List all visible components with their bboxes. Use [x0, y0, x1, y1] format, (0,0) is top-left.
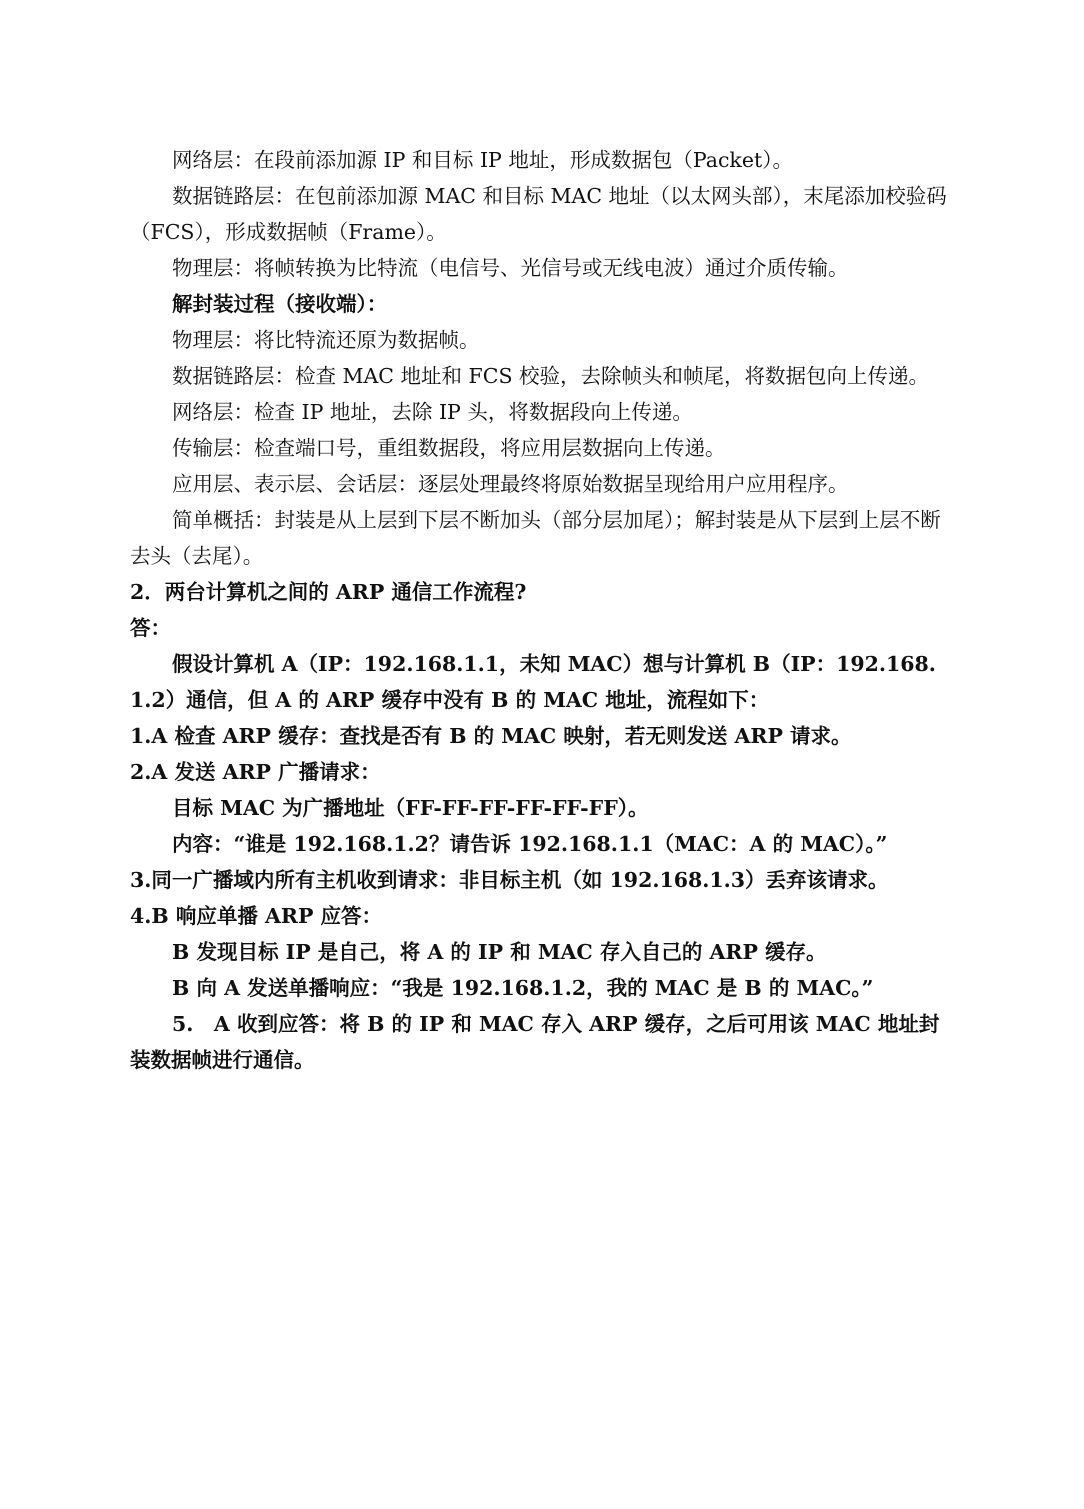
step-2: 2.A 发送 ARP 广播请求：	[130, 760, 381, 784]
step-4-detail-2: B 向 A 发送单播响应：“我是 192.168.1.2，我的 MAC 是 B 的 MAC。”	[172, 976, 874, 1000]
paragraph-transport-layer-decap: 传输层：检查端口号，重组数据段，将应用层数据向上传递。	[172, 436, 726, 460]
heading-decapsulation: 解封装过程（接收端）：	[172, 292, 388, 316]
step-4: 4.B 响应单播 ARP 应答：	[130, 904, 382, 928]
step-1: 1.A 检查 ARP 缓存：查找是否有 B 的 MAC 映射，若无则发送 ARP 请求。	[130, 724, 852, 748]
paragraph-arp-assumption: 假设计算机 A（IP：192.168.1.1，未知 MAC）想与计算机 B（IP：192.168.1.2）通信，但 A 的 ARP 缓存中没有 B 的 MAC 地址，流程如下：	[130, 652, 936, 712]
step-2-content: 内容：“谁是 192.168.1.2？请告诉 192.168.1.1（MAC：A 的 MAC）。”	[172, 832, 888, 856]
paragraph-upper-layers-decap: 应用层、表示层、会话层：逐层处理最终将原始数据呈现给用户应用程序。	[172, 472, 849, 496]
paragraph-datalink-layer-decap: 数据链路层：检查 MAC 地址和 FCS 校验，去除帧头和帧尾，将数据包向上传递。	[172, 364, 929, 388]
paragraph-physical-layer-decap: 物理层：将比特流还原为数据帧。	[172, 328, 480, 352]
step-2-target-mac: 目标 MAC 为广播地址（FF-FF-FF-FF-FF-FF）。	[172, 796, 649, 820]
step-4-detail-1: B 发现目标 IP 是自己，将 A 的 IP 和 MAC 存入自己的 ARP 缓存。	[172, 940, 827, 964]
paragraph-physical-layer-encap: 物理层：将帧转换为比特流（电信号、光信号或无线电波）通过介质传输。	[172, 256, 849, 280]
paragraph-network-layer-encap: 网络层：在段前添加源 IP 和目标 IP 地址，形成数据包（Packet）。	[172, 148, 793, 172]
answer-label: 答：	[130, 616, 171, 640]
document-body	[130, 142, 956, 1078]
paragraph-network-layer-decap: 网络层：检查 IP 地址，去除 IP 头，将数据段向上传递。	[172, 400, 693, 424]
step-3: 3.同一广播域内所有主机收到请求：非目标主机（如 192.168.1.3）丢弃该请求。	[130, 868, 889, 892]
step-5: 5. A 收到应答：将 B 的 IP 和 MAC 存入 ARP 缓存，之后可用该 MAC 地址封装数据帧进行通信。	[130, 1012, 940, 1072]
paragraph-datalink-layer-encap: 数据链路层：在包前添加源 MAC 和目标 MAC 地址（以太网头部），末尾添加校验码（FCS），形成数据帧（Frame）。	[130, 184, 947, 244]
paragraph-summary: 简单概括：封装是从上层到下层不断加头（部分层加尾）；解封装是从下层到上层不断去头（去尾）。	[130, 508, 941, 568]
question-arp-flow: 2．两台计算机之间的 ARP 通信工作流程?	[130, 580, 527, 604]
